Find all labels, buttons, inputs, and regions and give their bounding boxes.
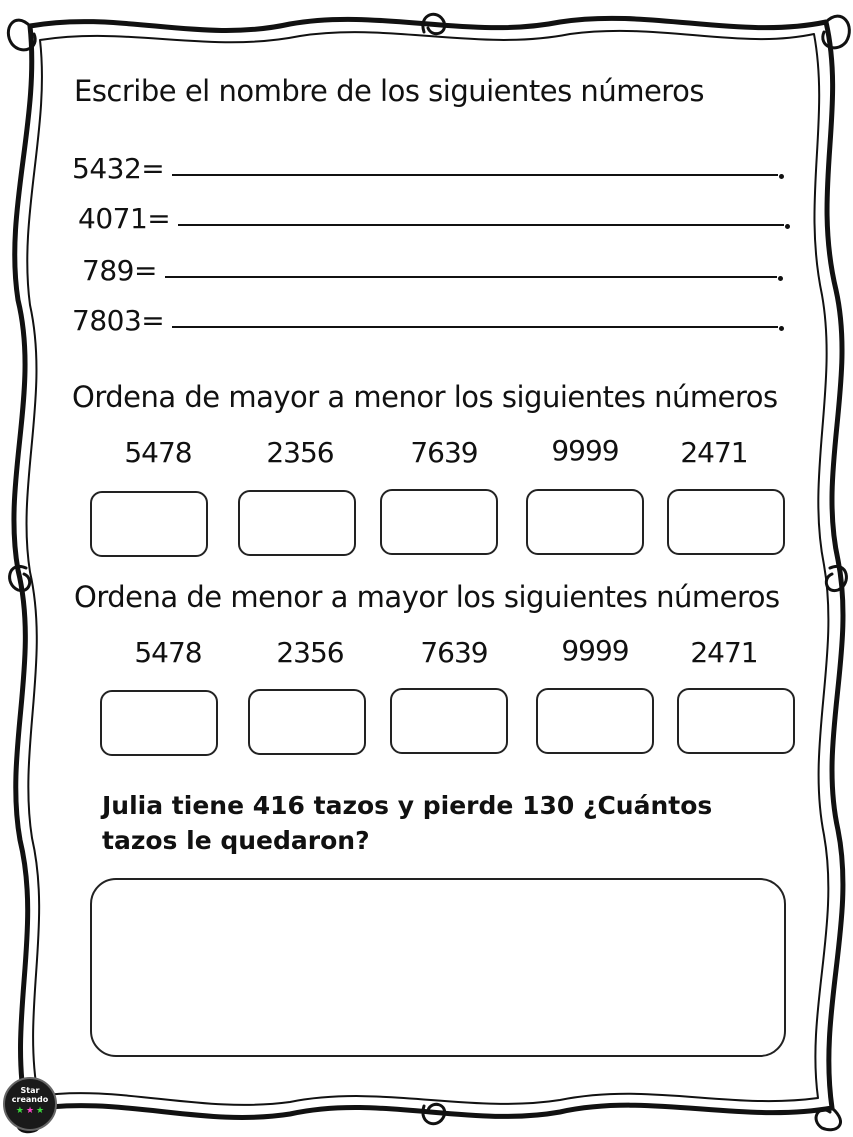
answer-box[interactable] bbox=[248, 689, 366, 755]
answer-line[interactable] bbox=[172, 326, 778, 328]
answer-line[interactable] bbox=[178, 224, 784, 226]
answer-line[interactable] bbox=[172, 174, 778, 176]
answer-box[interactable] bbox=[100, 690, 218, 756]
answer-box[interactable] bbox=[380, 489, 498, 555]
period-dot bbox=[779, 326, 784, 331]
brand-logo bbox=[3, 1077, 57, 1131]
number-line-row bbox=[78, 204, 790, 234]
number-to-order: 9999 bbox=[561, 634, 629, 667]
star-icon: ★ bbox=[25, 1106, 35, 1116]
number-to-order: 2356 bbox=[276, 636, 344, 669]
number-to-order: 2471 bbox=[680, 436, 748, 469]
star-icons bbox=[5, 1106, 55, 1116]
answer-box[interactable] bbox=[238, 490, 356, 556]
answer-box[interactable] bbox=[90, 491, 208, 557]
number-to-order: 5478 bbox=[134, 636, 202, 669]
logo-text-line2: creando bbox=[11, 1095, 49, 1104]
number-to-order: 7639 bbox=[420, 636, 488, 669]
number-line-row bbox=[72, 154, 784, 184]
period-dot bbox=[778, 276, 783, 281]
star-icon: ★ bbox=[15, 1106, 24, 1116]
answer-box[interactable] bbox=[667, 489, 785, 555]
instruction-write-names: Escribe el nombre de los siguientes números bbox=[74, 74, 704, 108]
number-line-row bbox=[72, 306, 784, 336]
instruction-order-descending: Ordena de mayor a menor los siguientes números bbox=[72, 380, 778, 414]
answer-box[interactable] bbox=[677, 688, 795, 754]
star-icon: ★ bbox=[36, 1106, 45, 1116]
answer-box[interactable] bbox=[390, 688, 508, 754]
logo-text-line1: Star bbox=[20, 1086, 40, 1095]
period-dot bbox=[779, 174, 784, 179]
number-label: 5432= bbox=[72, 152, 165, 185]
number-label: 789= bbox=[82, 254, 157, 287]
answer-box[interactable] bbox=[526, 489, 644, 555]
instruction-order-ascending: Ordena de menor a mayor los siguientes números bbox=[74, 580, 780, 614]
number-to-order: 5478 bbox=[124, 436, 192, 469]
problem-answer-box[interactable] bbox=[90, 878, 786, 1057]
number-to-order: 2471 bbox=[690, 636, 758, 669]
number-label: 7803= bbox=[72, 304, 165, 337]
number-label: 4071= bbox=[78, 202, 171, 235]
period-dot bbox=[785, 224, 790, 229]
number-to-order: 2356 bbox=[266, 436, 334, 469]
number-to-order: 7639 bbox=[410, 436, 478, 469]
word-problem: Julia tiene 416 tazos y pierde 130 ¿Cuántos tazos le quedaron? bbox=[102, 791, 713, 855]
number-to-order: 9999 bbox=[551, 434, 619, 467]
number-line-row bbox=[82, 256, 783, 286]
answer-box[interactable] bbox=[536, 688, 654, 754]
answer-line[interactable] bbox=[165, 276, 777, 278]
